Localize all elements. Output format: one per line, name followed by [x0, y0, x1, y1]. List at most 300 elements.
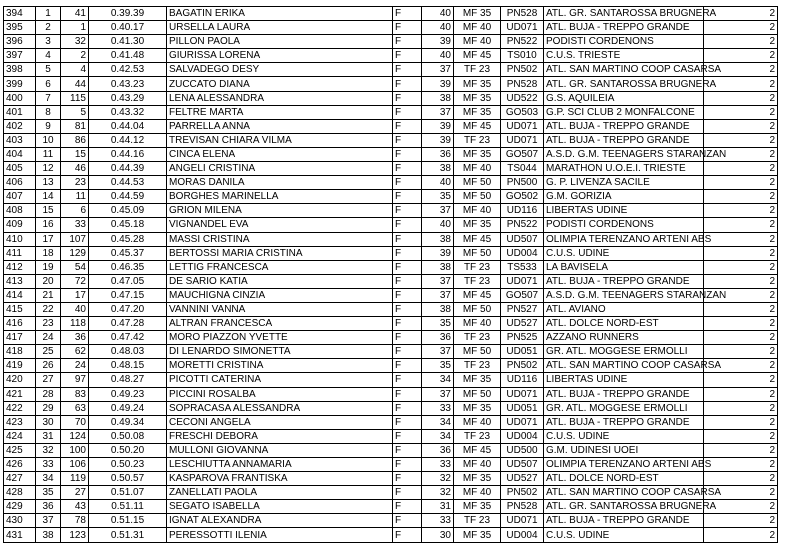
table-row	[4, 443, 778, 457]
overall-position-cell: 428	[4, 486, 36, 500]
athlete-name-cell: MORO PIAZZON YVETTE	[167, 331, 393, 345]
club-name-cell: OLIMPIA TERENZANO ARTENI ABS	[544, 458, 704, 472]
birth-year-cell: 33	[422, 458, 454, 472]
club-name-cell: G.M. UDINESI UOEI	[544, 443, 704, 457]
finish-time-cell: 0.39.39	[89, 7, 167, 21]
finish-time-cell: 0.43.29	[89, 91, 167, 105]
age-category-cell: MF 35	[454, 91, 501, 105]
table-row	[4, 49, 778, 63]
gender-cell: F	[393, 486, 422, 500]
points-cell: 2	[704, 302, 778, 316]
athlete-name-cell: FELTRE MARTA	[167, 105, 393, 119]
finish-time-cell: 0.50.23	[89, 458, 167, 472]
club-code-cell: PN502	[501, 63, 544, 77]
birth-year-cell: 39	[422, 246, 454, 260]
club-code-cell: PN528	[501, 500, 544, 514]
points-cell: 2	[704, 147, 778, 161]
club-code-cell: UD004	[501, 429, 544, 443]
table-row	[4, 63, 778, 77]
points-cell: 2	[704, 317, 778, 331]
table-row	[4, 190, 778, 204]
table-row	[4, 260, 778, 274]
category-position-cell: 10	[36, 133, 61, 147]
gender-cell: F	[393, 302, 422, 316]
club-code-cell: UD116	[501, 204, 544, 218]
bib-number-cell: 24	[61, 359, 89, 373]
points-cell: 2	[704, 119, 778, 133]
table-row	[4, 35, 778, 49]
finish-time-cell: 0.44.53	[89, 176, 167, 190]
category-position-cell: 16	[36, 218, 61, 232]
club-name-cell: MARATHON U.O.E.I. TRIESTE	[544, 162, 704, 176]
finish-time-cell: 0.43.23	[89, 77, 167, 91]
bib-number-cell: 40	[61, 302, 89, 316]
table-row	[4, 274, 778, 288]
birth-year-cell: 39	[422, 35, 454, 49]
club-code-cell: PN500	[501, 176, 544, 190]
finish-time-cell: 0.44.04	[89, 119, 167, 133]
table-row	[4, 133, 778, 147]
club-code-cell: UD527	[501, 317, 544, 331]
gender-cell: F	[393, 458, 422, 472]
athlete-name-cell: VANNINI VANNA	[167, 302, 393, 316]
finish-time-cell: 0.44.12	[89, 133, 167, 147]
age-category-cell: MF 35	[454, 77, 501, 91]
club-code-cell: UD507	[501, 458, 544, 472]
club-name-cell: LA BAVISELA	[544, 260, 704, 274]
club-code-cell: GO507	[501, 288, 544, 302]
finish-time-cell: 0.51.15	[89, 514, 167, 528]
points-cell: 2	[704, 7, 778, 21]
category-position-cell: 29	[36, 401, 61, 415]
club-code-cell: UD527	[501, 472, 544, 486]
table-row	[4, 472, 778, 486]
category-position-cell: 2	[36, 21, 61, 35]
finish-time-cell: 0.50.08	[89, 429, 167, 443]
points-cell: 2	[704, 458, 778, 472]
birth-year-cell: 37	[422, 345, 454, 359]
birth-year-cell: 31	[422, 500, 454, 514]
finish-time-cell: 0.50.20	[89, 443, 167, 457]
points-cell: 2	[704, 105, 778, 119]
points-cell: 2	[704, 429, 778, 443]
overall-position-cell: 397	[4, 49, 36, 63]
overall-position-cell: 415	[4, 302, 36, 316]
club-name-cell: ATL. GR. SANTAROSSA BRUGNERA	[544, 500, 704, 514]
points-cell: 2	[704, 401, 778, 415]
category-position-cell: 11	[36, 147, 61, 161]
overall-position-cell: 421	[4, 387, 36, 401]
club-code-cell: UD071	[501, 387, 544, 401]
gender-cell: F	[393, 147, 422, 161]
table-row	[4, 528, 778, 542]
birth-year-cell: 36	[422, 147, 454, 161]
overall-position-cell: 404	[4, 147, 36, 161]
athlete-name-cell: FRESCHI DEBORA	[167, 429, 393, 443]
gender-cell: F	[393, 274, 422, 288]
athlete-name-cell: TREVISAN CHIARA VILMA	[167, 133, 393, 147]
club-name-cell: A.S.D. G.M. TEENAGERS STARANZAN	[544, 288, 704, 302]
club-code-cell: UD051	[501, 345, 544, 359]
finish-time-cell: 0.47.28	[89, 317, 167, 331]
overall-position-cell: 403	[4, 133, 36, 147]
club-name-cell: G. P. LIVENZA SACILE	[544, 176, 704, 190]
overall-position-cell: 418	[4, 345, 36, 359]
category-position-cell: 6	[36, 77, 61, 91]
club-name-cell: G.M. GORIZIA	[544, 190, 704, 204]
table-row	[4, 387, 778, 401]
club-code-cell: PN528	[501, 7, 544, 21]
age-category-cell: MF 50	[454, 246, 501, 260]
overall-position-cell: 431	[4, 528, 36, 542]
bib-number-cell: 115	[61, 91, 89, 105]
category-position-cell: 31	[36, 429, 61, 443]
table-row	[4, 105, 778, 119]
gender-cell: F	[393, 387, 422, 401]
gender-cell: F	[393, 331, 422, 345]
points-cell: 2	[704, 190, 778, 204]
club-code-cell: UD051	[501, 401, 544, 415]
club-name-cell: LIBERTAS UDINE	[544, 204, 704, 218]
club-name-cell: GR. ATL. MOGGESE ERMOLLI	[544, 345, 704, 359]
athlete-name-cell: MAUCHIGNA CINZIA	[167, 288, 393, 302]
points-cell: 2	[704, 331, 778, 345]
table-row	[4, 204, 778, 218]
finish-time-cell: 0.41.48	[89, 49, 167, 63]
age-category-cell: MF 40	[454, 415, 501, 429]
age-category-cell: MF 35	[454, 147, 501, 161]
table-row	[4, 176, 778, 190]
table-row	[4, 218, 778, 232]
bib-number-cell: 1	[61, 21, 89, 35]
gender-cell: F	[393, 472, 422, 486]
club-code-cell: PN525	[501, 331, 544, 345]
category-position-cell: 8	[36, 105, 61, 119]
points-cell: 2	[704, 387, 778, 401]
birth-year-cell: 34	[422, 415, 454, 429]
bib-number-cell: 27	[61, 486, 89, 500]
age-category-cell: TF 23	[454, 359, 501, 373]
bib-number-cell: 54	[61, 260, 89, 274]
club-name-cell: C.U.S. TRIESTE	[544, 49, 704, 63]
points-cell: 2	[704, 133, 778, 147]
overall-position-cell: 396	[4, 35, 36, 49]
gender-cell: F	[393, 443, 422, 457]
gender-cell: F	[393, 49, 422, 63]
age-category-cell: MF 35	[454, 218, 501, 232]
club-code-cell: GO507	[501, 147, 544, 161]
finish-time-cell: 0.47.42	[89, 331, 167, 345]
finish-time-cell: 0.48.27	[89, 373, 167, 387]
age-category-cell: MF 40	[454, 204, 501, 218]
finish-time-cell: 0.45.09	[89, 204, 167, 218]
points-cell: 2	[704, 443, 778, 457]
table-row	[4, 401, 778, 415]
category-position-cell: 12	[36, 162, 61, 176]
age-category-cell: TF 23	[454, 429, 501, 443]
club-name-cell: ATL. BUJA - TREPPO GRANDE	[544, 415, 704, 429]
category-position-cell: 35	[36, 486, 61, 500]
club-name-cell: AZZANO RUNNERS	[544, 331, 704, 345]
birth-year-cell: 32	[422, 472, 454, 486]
birth-year-cell: 32	[422, 486, 454, 500]
finish-time-cell: 0.44.59	[89, 190, 167, 204]
birth-year-cell: 40	[422, 7, 454, 21]
overall-position-cell: 430	[4, 514, 36, 528]
table-row	[4, 288, 778, 302]
points-cell: 2	[704, 472, 778, 486]
gender-cell: F	[393, 429, 422, 443]
finish-time-cell: 0.47.15	[89, 288, 167, 302]
gender-cell: F	[393, 21, 422, 35]
table-row	[4, 147, 778, 161]
age-category-cell: MF 50	[454, 387, 501, 401]
age-category-cell: MF 40	[454, 162, 501, 176]
birth-year-cell: 38	[422, 91, 454, 105]
athlete-name-cell: PILLON PAOLA	[167, 35, 393, 49]
club-code-cell: PN502	[501, 359, 544, 373]
points-cell: 2	[704, 288, 778, 302]
finish-time-cell: 0.45.18	[89, 218, 167, 232]
points-cell: 2	[704, 204, 778, 218]
club-code-cell: PN528	[501, 77, 544, 91]
club-code-cell: PN522	[501, 35, 544, 49]
category-position-cell: 13	[36, 176, 61, 190]
birth-year-cell: 35	[422, 317, 454, 331]
club-code-cell: UD522	[501, 91, 544, 105]
athlete-name-cell: PICOTTI CATERINA	[167, 373, 393, 387]
athlete-name-cell: DI LENARDO SIMONETTA	[167, 345, 393, 359]
club-name-cell: ATL. BUJA - TREPPO GRANDE	[544, 21, 704, 35]
points-cell: 2	[704, 77, 778, 91]
overall-position-cell: 413	[4, 274, 36, 288]
points-cell: 2	[704, 91, 778, 105]
overall-position-cell: 398	[4, 63, 36, 77]
club-name-cell: PODISTI CORDENONS	[544, 35, 704, 49]
overall-position-cell: 395	[4, 21, 36, 35]
club-code-cell: UD071	[501, 274, 544, 288]
club-code-cell: UD116	[501, 373, 544, 387]
category-position-cell: 30	[36, 415, 61, 429]
points-cell: 2	[704, 486, 778, 500]
bib-number-cell: 97	[61, 373, 89, 387]
athlete-name-cell: PARRELLA ANNA	[167, 119, 393, 133]
points-cell: 2	[704, 415, 778, 429]
athlete-name-cell: ANGELI CRISTINA	[167, 162, 393, 176]
bib-number-cell: 86	[61, 133, 89, 147]
athlete-name-cell: KASPAROVA FRANTISKA	[167, 472, 393, 486]
club-code-cell: UD071	[501, 514, 544, 528]
athlete-name-cell: ALTRAN FRANCESCA	[167, 317, 393, 331]
club-code-cell: PN522	[501, 218, 544, 232]
birth-year-cell: 33	[422, 514, 454, 528]
age-category-cell: MF 45	[454, 443, 501, 457]
birth-year-cell: 37	[422, 387, 454, 401]
category-position-cell: 18	[36, 246, 61, 260]
club-name-cell: LIBERTAS UDINE	[544, 373, 704, 387]
gender-cell: F	[393, 415, 422, 429]
gender-cell: F	[393, 232, 422, 246]
bib-number-cell: 5	[61, 105, 89, 119]
bib-number-cell: 81	[61, 119, 89, 133]
overall-position-cell: 429	[4, 500, 36, 514]
age-category-cell: MF 50	[454, 176, 501, 190]
gender-cell: F	[393, 162, 422, 176]
athlete-name-cell: CINCA ELENA	[167, 147, 393, 161]
overall-position-cell: 400	[4, 91, 36, 105]
bib-number-cell: 63	[61, 401, 89, 415]
gender-cell: F	[393, 373, 422, 387]
points-cell: 2	[704, 359, 778, 373]
category-position-cell: 15	[36, 204, 61, 218]
athlete-name-cell: BERTOSSI MARIA CRISTINA	[167, 246, 393, 260]
birth-year-cell: 36	[422, 443, 454, 457]
gender-cell: F	[393, 35, 422, 49]
points-cell: 2	[704, 162, 778, 176]
points-cell: 2	[704, 35, 778, 49]
bib-number-cell: 43	[61, 500, 89, 514]
gender-cell: F	[393, 63, 422, 77]
club-name-cell: C.U.S. UDINE	[544, 429, 704, 443]
club-name-cell: ATL. DOLCE NORD-EST	[544, 472, 704, 486]
birth-year-cell: 37	[422, 204, 454, 218]
category-position-cell: 3	[36, 35, 61, 49]
age-category-cell: MF 45	[454, 119, 501, 133]
table-row	[4, 514, 778, 528]
bib-number-cell: 119	[61, 472, 89, 486]
overall-position-cell: 410	[4, 232, 36, 246]
category-position-cell: 23	[36, 317, 61, 331]
gender-cell: F	[393, 91, 422, 105]
points-cell: 2	[704, 528, 778, 542]
finish-time-cell: 0.47.20	[89, 302, 167, 316]
birth-year-cell: 39	[422, 119, 454, 133]
gender-cell: F	[393, 514, 422, 528]
points-cell: 2	[704, 246, 778, 260]
club-code-cell: UD004	[501, 528, 544, 542]
age-category-cell: MF 35	[454, 500, 501, 514]
bib-number-cell: 123	[61, 528, 89, 542]
gender-cell: F	[393, 246, 422, 260]
points-cell: 2	[704, 274, 778, 288]
birth-year-cell: 34	[422, 429, 454, 443]
bib-number-cell: 46	[61, 162, 89, 176]
birth-year-cell: 38	[422, 162, 454, 176]
birth-year-cell: 40	[422, 21, 454, 35]
club-name-cell: G.P. SCI CLUB 2 MONFALCONE	[544, 105, 704, 119]
bib-number-cell: 15	[61, 147, 89, 161]
table-row	[4, 302, 778, 316]
overall-position-cell: 424	[4, 429, 36, 443]
athlete-name-cell: PERESSOTTI ILENIA	[167, 528, 393, 542]
athlete-name-cell: CECONI ANGELA	[167, 415, 393, 429]
bib-number-cell: 106	[61, 458, 89, 472]
results-table	[3, 6, 778, 543]
birth-year-cell: 39	[422, 133, 454, 147]
points-cell: 2	[704, 21, 778, 35]
bib-number-cell: 124	[61, 429, 89, 443]
points-cell: 2	[704, 500, 778, 514]
club-name-cell: OLIMPIA TERENZANO ARTENI ABS	[544, 232, 704, 246]
birth-year-cell: 40	[422, 176, 454, 190]
birth-year-cell: 37	[422, 274, 454, 288]
bib-number-cell: 41	[61, 7, 89, 21]
overall-position-cell: 417	[4, 331, 36, 345]
club-name-cell: ATL. SAN MARTINO COOP CASARSA	[544, 359, 704, 373]
club-name-cell: PODISTI CORDENONS	[544, 218, 704, 232]
club-name-cell: ATL. GR. SANTAROSSA BRUGNERA	[544, 7, 704, 21]
age-category-cell: MF 40	[454, 317, 501, 331]
table-row	[4, 331, 778, 345]
category-position-cell: 37	[36, 514, 61, 528]
club-code-cell: UD507	[501, 232, 544, 246]
category-position-cell: 21	[36, 288, 61, 302]
bib-number-cell: 4	[61, 63, 89, 77]
gender-cell: F	[393, 7, 422, 21]
age-category-cell: TF 23	[454, 331, 501, 345]
club-name-cell: ATL. BUJA - TREPPO GRANDE	[544, 119, 704, 133]
club-code-cell: TS533	[501, 260, 544, 274]
category-position-cell: 33	[36, 458, 61, 472]
bib-number-cell: 129	[61, 246, 89, 260]
club-name-cell: ATL. DOLCE NORD-EST	[544, 317, 704, 331]
finish-time-cell: 0.45.28	[89, 232, 167, 246]
bib-number-cell: 17	[61, 288, 89, 302]
athlete-name-cell: ZUCCATO DIANA	[167, 77, 393, 91]
table-row	[4, 91, 778, 105]
club-name-cell: ATL. SAN MARTINO COOP CASARSA	[544, 63, 704, 77]
club-name-cell: ATL. GR. SANTAROSSA BRUGNERA	[544, 77, 704, 91]
birth-year-cell: 40	[422, 49, 454, 63]
bib-number-cell: 11	[61, 190, 89, 204]
age-category-cell: MF 45	[454, 288, 501, 302]
overall-position-cell: 408	[4, 204, 36, 218]
table-row	[4, 21, 778, 35]
bib-number-cell: 70	[61, 415, 89, 429]
athlete-name-cell: IGNAT ALEXANDRA	[167, 514, 393, 528]
age-category-cell: MF 50	[454, 190, 501, 204]
gender-cell: F	[393, 359, 422, 373]
points-cell: 2	[704, 514, 778, 528]
birth-year-cell: 38	[422, 232, 454, 246]
category-position-cell: 24	[36, 331, 61, 345]
overall-position-cell: 399	[4, 77, 36, 91]
club-name-cell: ATL. AVIANO	[544, 302, 704, 316]
club-name-cell: ATL. BUJA - TREPPO GRANDE	[544, 274, 704, 288]
table-row	[4, 486, 778, 500]
birth-year-cell: 40	[422, 218, 454, 232]
finish-time-cell: 0.41.30	[89, 35, 167, 49]
athlete-name-cell: BORGHES MARINELLA	[167, 190, 393, 204]
overall-position-cell: 407	[4, 190, 36, 204]
table-row	[4, 7, 778, 21]
birth-year-cell: 30	[422, 528, 454, 542]
finish-time-cell: 0.44.39	[89, 162, 167, 176]
overall-position-cell: 426	[4, 458, 36, 472]
club-code-cell: TS044	[501, 162, 544, 176]
table-row	[4, 119, 778, 133]
birth-year-cell: 37	[422, 63, 454, 77]
category-position-cell: 9	[36, 119, 61, 133]
athlete-name-cell: LESCHIUTTA ANNAMARIA	[167, 458, 393, 472]
overall-position-cell: 409	[4, 218, 36, 232]
birth-year-cell: 33	[422, 401, 454, 415]
athlete-name-cell: MASSI CRISTINA	[167, 232, 393, 246]
age-category-cell: TF 23	[454, 260, 501, 274]
club-code-cell: UD071	[501, 415, 544, 429]
points-cell: 2	[704, 176, 778, 190]
club-code-cell: TS010	[501, 49, 544, 63]
